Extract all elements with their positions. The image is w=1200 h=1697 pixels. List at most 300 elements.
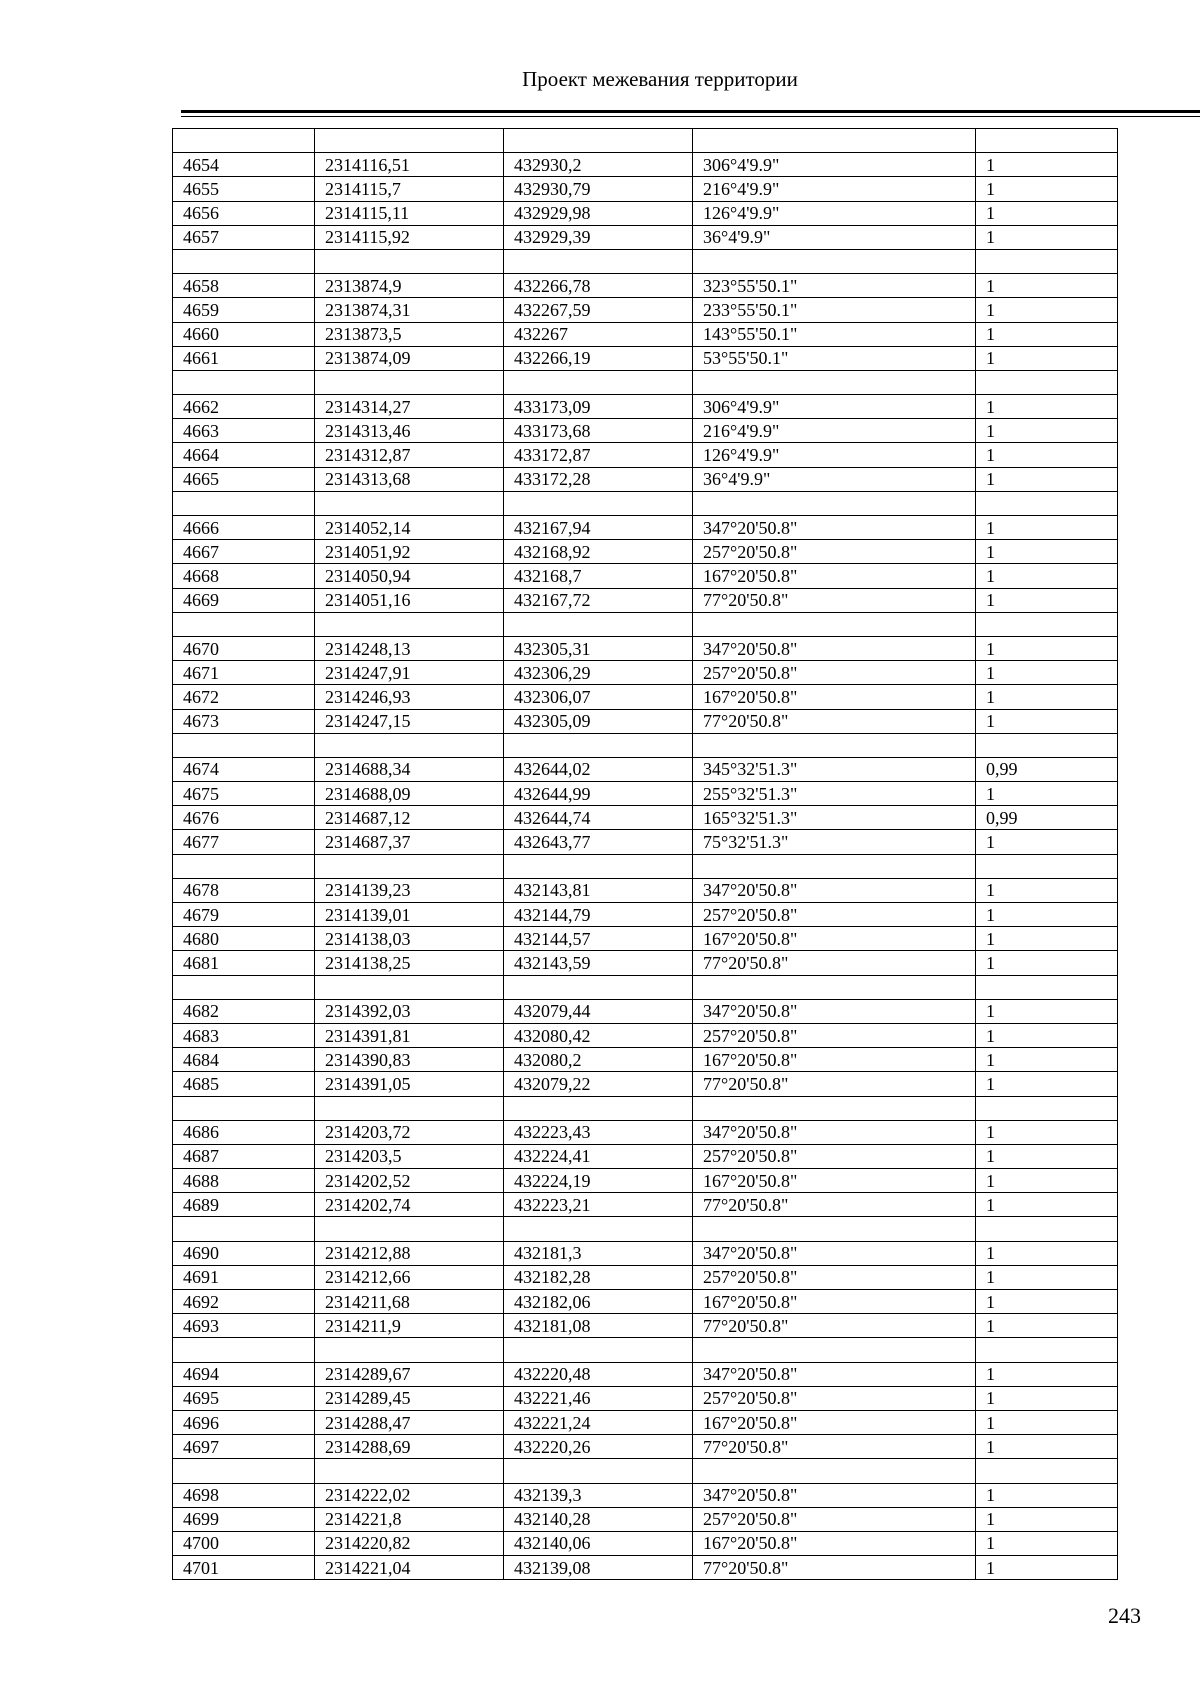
- distance-cell: 1: [976, 999, 1118, 1023]
- empty-cell: [693, 1459, 976, 1483]
- direction-angle-cell: 257°20'50.8": [693, 903, 976, 927]
- x-coordinate-cell: 2314050,94: [315, 564, 504, 588]
- empty-cell: [315, 975, 504, 999]
- point-number-cell: 4662: [173, 395, 315, 419]
- x-coordinate-cell: 2314687,37: [315, 830, 504, 854]
- direction-angle-cell: 77°20'50.8": [693, 588, 976, 612]
- point-number-cell: 4664: [173, 443, 315, 467]
- x-coordinate-cell: 2314288,47: [315, 1410, 504, 1434]
- direction-angle-cell: 53°55'50.1": [693, 346, 976, 370]
- empty-cell: [504, 733, 693, 757]
- x-coordinate-cell: 2314391,81: [315, 1023, 504, 1047]
- page-number: 243: [1108, 1603, 1141, 1628]
- direction-angle-cell: 347°20'50.8": [693, 1120, 976, 1144]
- empty-cell: [976, 975, 1118, 999]
- point-number-cell: 4654: [173, 153, 315, 177]
- y-coordinate-cell: 433172,87: [504, 443, 693, 467]
- point-number-cell: 4660: [173, 322, 315, 346]
- direction-angle-cell: 233°55'50.1": [693, 298, 976, 322]
- empty-cell: [693, 733, 976, 757]
- distance-cell: 1: [976, 274, 1118, 298]
- empty-cell: [315, 249, 504, 273]
- y-coordinate-cell: 432140,06: [504, 1531, 693, 1555]
- table-row: [173, 1362, 1118, 1386]
- y-coordinate-cell: 432143,59: [504, 951, 693, 975]
- y-coordinate-cell: 433173,68: [504, 419, 693, 443]
- empty-cell: [976, 733, 1118, 757]
- y-coordinate-cell: 433172,28: [504, 467, 693, 491]
- empty-cell: [693, 612, 976, 636]
- x-coordinate-cell: 2314139,23: [315, 878, 504, 902]
- empty-cell: [173, 1217, 315, 1241]
- table-row: [173, 830, 1118, 854]
- empty-cell: [504, 1096, 693, 1120]
- empty-cell: [693, 975, 976, 999]
- distance-cell: 1: [976, 540, 1118, 564]
- point-number-cell: 4665: [173, 467, 315, 491]
- empty-cell: [693, 1096, 976, 1120]
- coordinates-table: [172, 128, 1118, 1580]
- point-number-cell: 4698: [173, 1483, 315, 1507]
- distance-cell: 1: [976, 1072, 1118, 1096]
- empty-cell: [976, 370, 1118, 394]
- distance-cell: 1: [976, 225, 1118, 249]
- point-number-cell: 4689: [173, 1193, 315, 1217]
- empty-cell: [173, 1096, 315, 1120]
- table-row: [173, 636, 1118, 660]
- empty-cell: [693, 249, 976, 273]
- direction-angle-cell: 306°4'9.9": [693, 153, 976, 177]
- y-coordinate-cell: 432181,08: [504, 1314, 693, 1338]
- table-row: [173, 322, 1118, 346]
- y-coordinate-cell: 432080,2: [504, 1048, 693, 1072]
- table-row: [173, 1193, 1118, 1217]
- empty-cell: [976, 129, 1118, 153]
- direction-angle-cell: 257°20'50.8": [693, 1386, 976, 1410]
- distance-cell: 1: [976, 419, 1118, 443]
- empty-cell: [315, 491, 504, 515]
- point-number-cell: 4685: [173, 1072, 315, 1096]
- distance-cell: 1: [976, 395, 1118, 419]
- empty-cell: [976, 1338, 1118, 1362]
- distance-cell: 1: [976, 443, 1118, 467]
- y-coordinate-cell: 432139,3: [504, 1483, 693, 1507]
- y-coordinate-cell: 432306,07: [504, 685, 693, 709]
- x-coordinate-cell: 2314246,93: [315, 685, 504, 709]
- x-coordinate-cell: 2313873,5: [315, 322, 504, 346]
- distance-cell: 1: [976, 1314, 1118, 1338]
- point-number-cell: 4658: [173, 274, 315, 298]
- table-row: [173, 516, 1118, 540]
- table-row: [173, 999, 1118, 1023]
- table-row: [173, 903, 1118, 927]
- point-number-cell: 4697: [173, 1435, 315, 1459]
- point-number-cell: 4675: [173, 782, 315, 806]
- separator-row: [173, 612, 1118, 636]
- distance-cell: 1: [976, 346, 1118, 370]
- direction-angle-cell: 257°20'50.8": [693, 1507, 976, 1531]
- distance-cell: 1: [976, 322, 1118, 346]
- separator-row: [173, 1096, 1118, 1120]
- empty-cell: [976, 1096, 1118, 1120]
- separator-row: [173, 1338, 1118, 1362]
- empty-cell: [173, 854, 315, 878]
- y-coordinate-cell: 432181,3: [504, 1241, 693, 1265]
- table-row: [173, 806, 1118, 830]
- y-coordinate-cell: 432079,22: [504, 1072, 693, 1096]
- x-coordinate-cell: 2314313,46: [315, 419, 504, 443]
- empty-cell: [315, 1459, 504, 1483]
- empty-cell: [315, 370, 504, 394]
- y-coordinate-cell: 432930,79: [504, 177, 693, 201]
- separator-row: [173, 129, 1118, 153]
- y-coordinate-cell: 432644,74: [504, 806, 693, 830]
- x-coordinate-cell: 2314221,04: [315, 1556, 504, 1580]
- y-coordinate-cell: 432182,28: [504, 1265, 693, 1289]
- y-coordinate-cell: 432220,26: [504, 1435, 693, 1459]
- coordinates-table-body: [173, 129, 1118, 1580]
- distance-cell: 1: [976, 1290, 1118, 1314]
- empty-cell: [315, 1217, 504, 1241]
- x-coordinate-cell: 2314314,27: [315, 395, 504, 419]
- x-coordinate-cell: 2314248,13: [315, 636, 504, 660]
- direction-angle-cell: 167°20'50.8": [693, 1531, 976, 1555]
- table-row: [173, 346, 1118, 370]
- x-coordinate-cell: 2314211,9: [315, 1314, 504, 1338]
- point-number-cell: 4692: [173, 1290, 315, 1314]
- point-number-cell: 4676: [173, 806, 315, 830]
- y-coordinate-cell: 432143,81: [504, 878, 693, 902]
- direction-angle-cell: 347°20'50.8": [693, 1241, 976, 1265]
- distance-cell: 1: [976, 588, 1118, 612]
- point-number-cell: 4674: [173, 757, 315, 781]
- x-coordinate-cell: 2314247,15: [315, 709, 504, 733]
- distance-cell: 1: [976, 153, 1118, 177]
- y-coordinate-cell: 432223,43: [504, 1120, 693, 1144]
- distance-cell: 1: [976, 830, 1118, 854]
- x-coordinate-cell: 2314212,66: [315, 1265, 504, 1289]
- empty-cell: [504, 129, 693, 153]
- x-coordinate-cell: 2314115,92: [315, 225, 504, 249]
- distance-cell: 1: [976, 298, 1118, 322]
- x-coordinate-cell: 2314202,74: [315, 1193, 504, 1217]
- y-coordinate-cell: 433173,09: [504, 395, 693, 419]
- distance-cell: 1: [976, 1531, 1118, 1555]
- direction-angle-cell: 347°20'50.8": [693, 1483, 976, 1507]
- point-number-cell: 4694: [173, 1362, 315, 1386]
- x-coordinate-cell: 2314202,52: [315, 1169, 504, 1193]
- table-row: [173, 467, 1118, 491]
- distance-cell: 1: [976, 177, 1118, 201]
- header-rule-thin: [181, 116, 1200, 117]
- x-coordinate-cell: 2313874,09: [315, 346, 504, 370]
- direction-angle-cell: 143°55'50.1": [693, 322, 976, 346]
- table-row: [173, 1531, 1118, 1555]
- table-row: [173, 1435, 1118, 1459]
- point-number-cell: 4663: [173, 419, 315, 443]
- empty-cell: [173, 370, 315, 394]
- x-coordinate-cell: 2314138,25: [315, 951, 504, 975]
- y-coordinate-cell: 432167,72: [504, 588, 693, 612]
- direction-angle-cell: 347°20'50.8": [693, 999, 976, 1023]
- point-number-cell: 4695: [173, 1386, 315, 1410]
- y-coordinate-cell: 432220,48: [504, 1362, 693, 1386]
- point-number-cell: 4673: [173, 709, 315, 733]
- y-coordinate-cell: 432144,79: [504, 903, 693, 927]
- y-coordinate-cell: 432644,02: [504, 757, 693, 781]
- table-row: [173, 153, 1118, 177]
- empty-cell: [976, 491, 1118, 515]
- direction-angle-cell: 345°32'51.3": [693, 757, 976, 781]
- empty-cell: [315, 612, 504, 636]
- point-number-cell: 4671: [173, 661, 315, 685]
- y-coordinate-cell: 432139,08: [504, 1556, 693, 1580]
- direction-angle-cell: 75°32'51.3": [693, 830, 976, 854]
- x-coordinate-cell: 2314116,51: [315, 153, 504, 177]
- table-row: [173, 1120, 1118, 1144]
- empty-cell: [976, 854, 1118, 878]
- distance-cell: 1: [976, 201, 1118, 225]
- separator-row: [173, 1459, 1118, 1483]
- x-coordinate-cell: 2314115,7: [315, 177, 504, 201]
- table-row: [173, 1410, 1118, 1434]
- distance-cell: 1: [976, 1120, 1118, 1144]
- table-row: [173, 709, 1118, 733]
- distance-cell: 1: [976, 1169, 1118, 1193]
- direction-angle-cell: 167°20'50.8": [693, 685, 976, 709]
- table-row: [173, 1314, 1118, 1338]
- table-row: [173, 225, 1118, 249]
- empty-cell: [504, 854, 693, 878]
- direction-angle-cell: 257°20'50.8": [693, 1023, 976, 1047]
- separator-row: [173, 249, 1118, 273]
- y-coordinate-cell: 432079,44: [504, 999, 693, 1023]
- table-row: [173, 540, 1118, 564]
- point-number-cell: 4655: [173, 177, 315, 201]
- point-number-cell: 4680: [173, 927, 315, 951]
- table-row: [173, 201, 1118, 225]
- table-row: [173, 588, 1118, 612]
- table-row: [173, 757, 1118, 781]
- x-coordinate-cell: 2314051,16: [315, 588, 504, 612]
- y-coordinate-cell: 432643,77: [504, 830, 693, 854]
- distance-cell: 1: [976, 903, 1118, 927]
- x-coordinate-cell: 2313874,9: [315, 274, 504, 298]
- table-row: [173, 1144, 1118, 1168]
- direction-angle-cell: 77°20'50.8": [693, 1556, 976, 1580]
- empty-cell: [173, 249, 315, 273]
- distance-cell: 1: [976, 878, 1118, 902]
- empty-cell: [504, 370, 693, 394]
- distance-cell: 1: [976, 951, 1118, 975]
- distance-cell: 1: [976, 1265, 1118, 1289]
- point-number-cell: 4681: [173, 951, 315, 975]
- distance-cell: 1: [976, 685, 1118, 709]
- table-row: [173, 1023, 1118, 1047]
- point-number-cell: 4684: [173, 1048, 315, 1072]
- empty-cell: [976, 249, 1118, 273]
- empty-cell: [693, 129, 976, 153]
- direction-angle-cell: 77°20'50.8": [693, 951, 976, 975]
- y-coordinate-cell: 432305,31: [504, 636, 693, 660]
- separator-row: [173, 1217, 1118, 1241]
- direction-angle-cell: 347°20'50.8": [693, 636, 976, 660]
- empty-cell: [173, 491, 315, 515]
- point-number-cell: 4659: [173, 298, 315, 322]
- table-row: [173, 782, 1118, 806]
- distance-cell: 1: [976, 1507, 1118, 1531]
- empty-cell: [173, 129, 315, 153]
- point-number-cell: 4693: [173, 1314, 315, 1338]
- y-coordinate-cell: 432224,41: [504, 1144, 693, 1168]
- direction-angle-cell: 167°20'50.8": [693, 1169, 976, 1193]
- y-coordinate-cell: 432224,19: [504, 1169, 693, 1193]
- empty-cell: [976, 1459, 1118, 1483]
- empty-cell: [173, 733, 315, 757]
- x-coordinate-cell: 2314222,02: [315, 1483, 504, 1507]
- direction-angle-cell: 167°20'50.8": [693, 1410, 976, 1434]
- table-row: [173, 1507, 1118, 1531]
- x-coordinate-cell: 2314312,87: [315, 443, 504, 467]
- x-coordinate-cell: 2314052,14: [315, 516, 504, 540]
- table-row: [173, 443, 1118, 467]
- empty-cell: [504, 249, 693, 273]
- distance-cell: 1: [976, 927, 1118, 951]
- point-number-cell: 4683: [173, 1023, 315, 1047]
- direction-angle-cell: 216°4'9.9": [693, 419, 976, 443]
- direction-angle-cell: 77°20'50.8": [693, 1314, 976, 1338]
- distance-cell: 1: [976, 467, 1118, 491]
- direction-angle-cell: 323°55'50.1": [693, 274, 976, 298]
- direction-angle-cell: 347°20'50.8": [693, 1362, 976, 1386]
- table-row: [173, 1483, 1118, 1507]
- point-number-cell: 4679: [173, 903, 315, 927]
- direction-angle-cell: 77°20'50.8": [693, 1435, 976, 1459]
- separator-row: [173, 491, 1118, 515]
- page-header: [0, 66, 1200, 92]
- y-coordinate-cell: 432306,29: [504, 661, 693, 685]
- point-number-cell: 4691: [173, 1265, 315, 1289]
- x-coordinate-cell: 2314247,91: [315, 661, 504, 685]
- empty-cell: [976, 612, 1118, 636]
- point-number-cell: 4696: [173, 1410, 315, 1434]
- x-coordinate-cell: 2314688,09: [315, 782, 504, 806]
- x-coordinate-cell: 2314203,5: [315, 1144, 504, 1168]
- distance-cell: 1: [976, 782, 1118, 806]
- direction-angle-cell: 257°20'50.8": [693, 540, 976, 564]
- point-number-cell: 4682: [173, 999, 315, 1023]
- x-coordinate-cell: 2314391,05: [315, 1072, 504, 1096]
- empty-cell: [504, 491, 693, 515]
- table-row: [173, 1265, 1118, 1289]
- y-coordinate-cell: 432266,19: [504, 346, 693, 370]
- distance-cell: 1: [976, 1048, 1118, 1072]
- y-coordinate-cell: 432930,2: [504, 153, 693, 177]
- empty-cell: [173, 612, 315, 636]
- x-coordinate-cell: 2314688,34: [315, 757, 504, 781]
- point-number-cell: 4688: [173, 1169, 315, 1193]
- separator-row: [173, 733, 1118, 757]
- point-number-cell: 4670: [173, 636, 315, 660]
- distance-cell: 1: [976, 1193, 1118, 1217]
- empty-cell: [504, 1459, 693, 1483]
- y-coordinate-cell: 432221,46: [504, 1386, 693, 1410]
- x-coordinate-cell: 2314203,72: [315, 1120, 504, 1144]
- distance-cell: 1: [976, 1241, 1118, 1265]
- x-coordinate-cell: 2314138,03: [315, 927, 504, 951]
- header-rule-thick: [181, 110, 1200, 113]
- distance-cell: 1: [976, 709, 1118, 733]
- empty-cell: [315, 1338, 504, 1362]
- distance-cell: 0,99: [976, 757, 1118, 781]
- point-number-cell: 4669: [173, 588, 315, 612]
- empty-cell: [315, 129, 504, 153]
- document-title: Проект межевания территории: [522, 67, 798, 91]
- table-row: [173, 1048, 1118, 1072]
- direction-angle-cell: 77°20'50.8": [693, 1193, 976, 1217]
- x-coordinate-cell: 2314313,68: [315, 467, 504, 491]
- point-number-cell: 4677: [173, 830, 315, 854]
- y-coordinate-cell: 432929,39: [504, 225, 693, 249]
- empty-cell: [173, 975, 315, 999]
- distance-cell: 1: [976, 1144, 1118, 1168]
- point-number-cell: 4661: [173, 346, 315, 370]
- empty-cell: [315, 1096, 504, 1120]
- x-coordinate-cell: 2314115,11: [315, 201, 504, 225]
- point-number-cell: 4678: [173, 878, 315, 902]
- direction-angle-cell: 347°20'50.8": [693, 516, 976, 540]
- empty-cell: [693, 1217, 976, 1241]
- y-coordinate-cell: 432144,57: [504, 927, 693, 951]
- y-coordinate-cell: 432223,21: [504, 1193, 693, 1217]
- table-row: [173, 274, 1118, 298]
- table-row: [173, 661, 1118, 685]
- table-row: [173, 1169, 1118, 1193]
- point-number-cell: 4687: [173, 1144, 315, 1168]
- distance-cell: 1: [976, 1483, 1118, 1507]
- empty-cell: [976, 1217, 1118, 1241]
- table-row: [173, 564, 1118, 588]
- distance-cell: 1: [976, 1556, 1118, 1580]
- table-row: [173, 1072, 1118, 1096]
- empty-cell: [504, 1217, 693, 1241]
- distance-cell: 1: [976, 516, 1118, 540]
- y-coordinate-cell: 432929,98: [504, 201, 693, 225]
- y-coordinate-cell: 432267,59: [504, 298, 693, 322]
- empty-cell: [693, 854, 976, 878]
- y-coordinate-cell: 432182,06: [504, 1290, 693, 1314]
- direction-angle-cell: 167°20'50.8": [693, 1048, 976, 1072]
- table-row: [173, 298, 1118, 322]
- y-coordinate-cell: 432644,99: [504, 782, 693, 806]
- direction-angle-cell: 77°20'50.8": [693, 709, 976, 733]
- y-coordinate-cell: 432305,09: [504, 709, 693, 733]
- point-number-cell: 4666: [173, 516, 315, 540]
- x-coordinate-cell: 2314051,92: [315, 540, 504, 564]
- direction-angle-cell: 257°20'50.8": [693, 661, 976, 685]
- y-coordinate-cell: 432267: [504, 322, 693, 346]
- point-number-cell: 4700: [173, 1531, 315, 1555]
- y-coordinate-cell: 432167,94: [504, 516, 693, 540]
- direction-angle-cell: 257°20'50.8": [693, 1265, 976, 1289]
- distance-cell: 1: [976, 564, 1118, 588]
- point-number-cell: 4701: [173, 1556, 315, 1580]
- y-coordinate-cell: 432140,28: [504, 1507, 693, 1531]
- direction-angle-cell: 126°4'9.9": [693, 201, 976, 225]
- distance-cell: 1: [976, 1362, 1118, 1386]
- distance-cell: 1: [976, 1386, 1118, 1410]
- separator-row: [173, 854, 1118, 878]
